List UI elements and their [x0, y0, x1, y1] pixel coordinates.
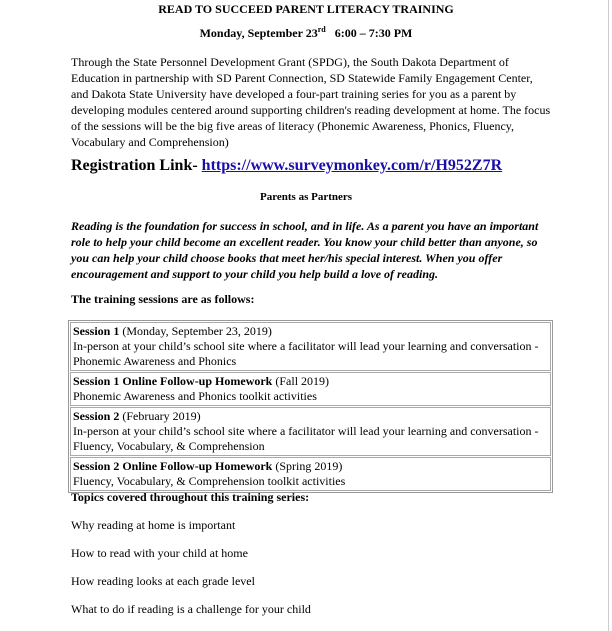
session-description: In-person at your child’s school site where a facilitator will lead your learning and conversation - Phonemic Awareness and Phonics — [73, 339, 539, 368]
topic-item: What to do if reading is a challenge for your child — [71, 602, 311, 616]
registration-line — [71, 157, 502, 175]
event-time: 6:00 – 7:30 PM — [334, 26, 413, 40]
topic-item: How reading looks at each grade level — [71, 574, 255, 588]
document-title: READ TO SUCCEED PARENT LITERACY TRAINING — [158, 2, 454, 16]
topic-item: Why reading at home is important — [71, 518, 236, 532]
session-row — [70, 457, 551, 491]
session-title: Session 1 Online Follow-up Homework — [73, 374, 273, 388]
partners-heading: Parents as Partners — [259, 191, 353, 203]
session-title: Session 2 Online Follow-up Homework — [73, 459, 273, 473]
session-row — [70, 407, 551, 456]
sessions-table — [68, 320, 553, 493]
topic-item: How to read with your child at home — [71, 546, 248, 560]
date-suffix: rd — [317, 25, 326, 34]
session-when: (Spring 2019) — [272, 459, 343, 473]
event-date — [0, 25, 612, 41]
registration-link[interactable]: https://www.surveymonkey.com/r/H952Z7R — [201, 157, 503, 174]
sessions-heading: The training sessions are as follows: — [71, 292, 255, 306]
session-row — [70, 372, 551, 406]
session-when: (Fall 2019) — [272, 374, 330, 388]
session-description: Phonemic Awareness and Phonics toolkit activities — [73, 389, 317, 403]
session-when: (Monday, September 23, 2019) — [119, 324, 272, 338]
intro-paragraph: Through the State Personnel Development Grant (SPDG), the South Dakota Department of Education in partnership with SD Parent Connection, SD Statewide Family Engagement Center, and Dakota State University have developed a four-part training series for you as a parent by developing modules centered around supporting children's reading development at home. The focus of the sessions will be the big five areas of literacy (Phonemic Awareness, Phonics, Fluency, Vocabulary and Comprehension) — [71, 55, 551, 149]
session-description: In-person at your child’s school site where a facilitator will lead your learning and conversation - Fluency, Vocabulary, & Comprehension — [73, 424, 539, 453]
session-description: Fluency, Vocabulary, & Comprehension toolkit activities — [73, 474, 346, 488]
session-title: Session 1 — [73, 324, 120, 338]
topics-heading: Topics covered throughout this training series: — [71, 490, 310, 504]
page-edge-divider — [608, 0, 609, 631]
session-row — [70, 322, 551, 371]
session-title: Session 2 — [73, 409, 120, 423]
date-text: Monday, September 23 — [199, 26, 318, 40]
quote-paragraph: Reading is the foundation for success in school, and in life. As a parent you have an important role to help your child become an excellent reader. You know your child better than anyone, so you can help your child choose books that meet her/his special interest. When you offer encouragement and support to your child you help build a love of reading. — [71, 219, 539, 281]
registration-label: Registration Link- — [71, 157, 202, 174]
session-when: (February 2019) — [119, 409, 201, 423]
